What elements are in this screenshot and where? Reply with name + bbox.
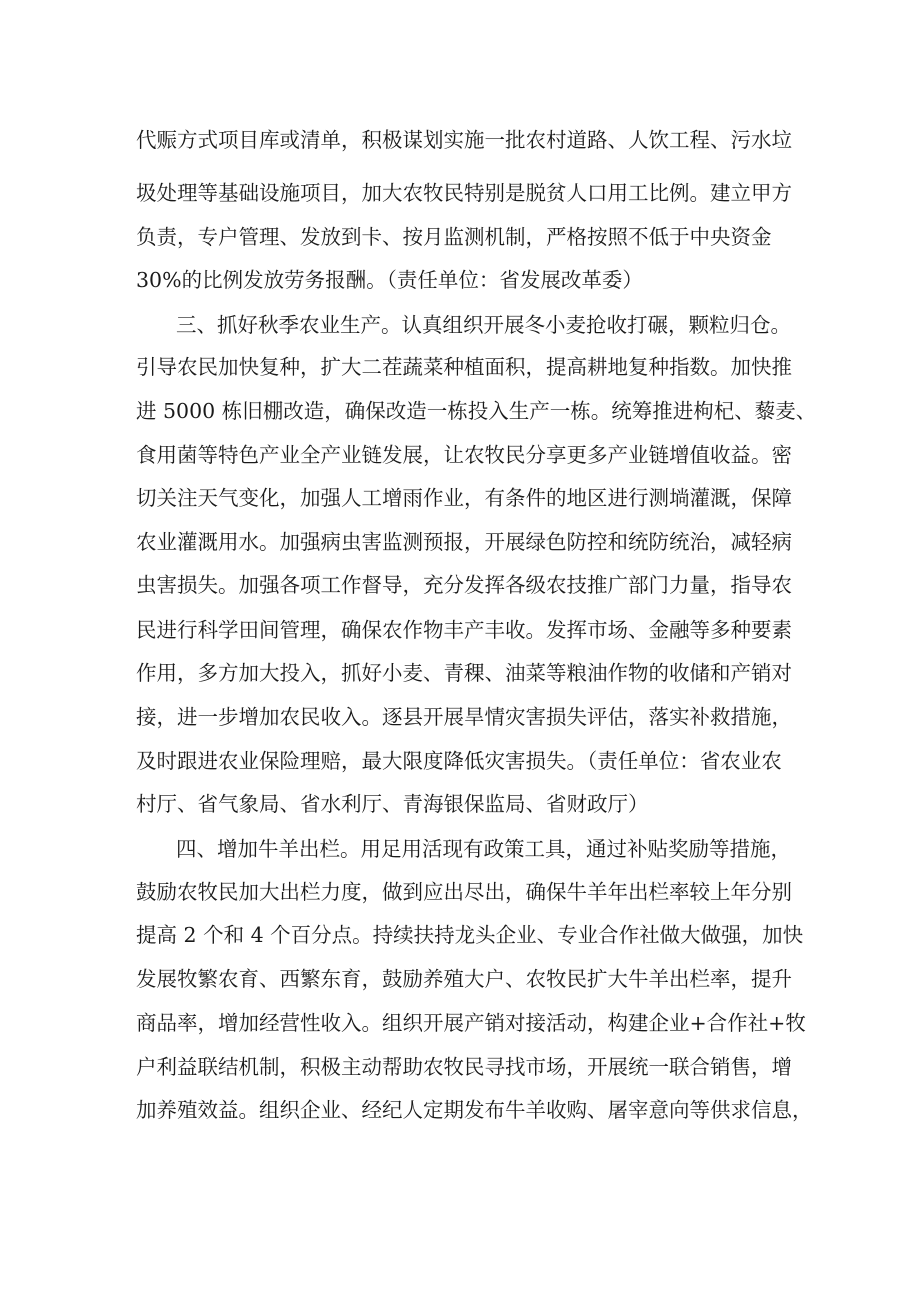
- text-line: 发展牧繁农育、西繁东育，鼓励养殖大户、农牧民扩大牛羊出栏率，提升: [136, 967, 792, 991]
- text-line: 村厅、省气象局、省水利厅、青海银保监局、省财政厅）: [136, 792, 649, 816]
- text-line: 及时跟进农业保险理赔，最大限度降低灾害损失。（责任单位：省农业农: [136, 749, 782, 773]
- text-line: 代赈方式项目库或清单，积极谋划实施一批农村道路、人饮工程、污水垃: [136, 128, 792, 152]
- text-line: 30%的比例发放劳务报酬。（责任单位：省发展改革委）: [136, 268, 643, 292]
- text-line: 接，进一步增加农民收入。逐县开展旱情灾害损失评估，落实补救措施，: [136, 705, 792, 729]
- text-line: 户利益联结机制，积极主动帮助农牧民寻找市场，开展统一联合销售，增: [136, 1055, 792, 1079]
- text-line: 食用菌等特色产业全产业链发展，让农牧民分享更多产业链增值收益。密: [136, 443, 792, 467]
- text-line: 进 5000 栋旧棚改造，确保改造一栋投入生产一栋。统筹推进枸杞、藜麦、: [136, 399, 817, 423]
- text-line: 商品率，增加经营性收入。组织开展产销对接活动，构建企业+合作社+牧: [136, 1011, 806, 1035]
- text-line: 加养殖效益。组织企业、经纪人定期发布牛羊收购、屠宰意向等供求信息，: [136, 1098, 813, 1122]
- section-three-heading-line: 三、抓好秋季农业生产。认真组织开展冬小麦抢收打碾，颗粒归仓。: [176, 313, 791, 337]
- text-line: 虫害损失。加强各项工作督导，充分发挥各级农技推广部门力量，指导农: [136, 573, 792, 597]
- text-line: 圾处理等基础设施项目，加大农牧民特别是脱贫人口用工比例。建立甲方: [136, 181, 792, 205]
- text-line: 民进行科学田间管理，确保农作物丰产丰收。发挥市场、金融等多种要素: [136, 618, 792, 642]
- text-line: 提高 2 个和 4 个百分点。持续扶持龙头企业、专业合作社做大做强，加快: [136, 923, 804, 947]
- text-line: 负责，专户管理、发放到卡、按月监测机制，严格按照不低于中央资金: [136, 225, 772, 249]
- section-four-heading-line: 四、增加牛羊出栏。用足用活现有政策工具，通过补贴奖励等措施，: [176, 837, 791, 861]
- text-line: 引导农民加快复种，扩大二茬蔬菜种植面积，提高耕地复种指数。加快推: [136, 355, 792, 379]
- text-line: 作用，多方加大投入，抓好小麦、青稞、油菜等粮油作物的收储和产销对: [136, 661, 792, 685]
- text-line: 鼓励农牧民加大出栏力度，做到应出尽出，确保牛羊年出栏率较上年分别: [136, 880, 792, 904]
- text-line: 农业灌溉用水。加强病虫害监测预报，开展绿色防控和统防统治，减轻病: [136, 530, 792, 554]
- text-line: 切关注天气变化，加强人工增雨作业，有条件的地区进行测埫灌溉，保障: [136, 486, 792, 510]
